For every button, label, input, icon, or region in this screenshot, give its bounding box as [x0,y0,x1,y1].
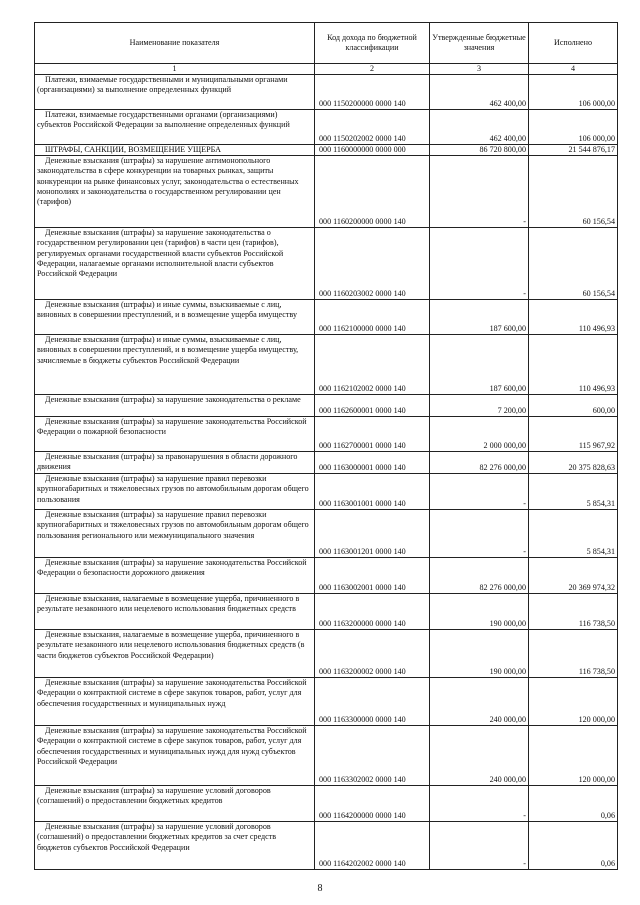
table-row [35,558,618,594]
row-approved-cell: - [430,156,529,228]
row-code-cell: 000 1163300000 0000 140 [315,678,430,726]
table-row [35,300,618,335]
row-name-cell: Денежные взыскания (штрафы) и иные суммы, взыскиваемые с лиц, виновных в совершении преступлений, и в возмещение ущерба имуществу, зачисляемые в бюджеты субъектов Российской Федерации [35,335,315,395]
table-row [35,228,618,300]
row-name-cell: Денежные взыскания (штрафы) за правонарушения в области дорожного движения [35,452,315,474]
column-number: 4 [529,64,618,75]
row-code-cell: 000 1163001001 0000 140 [315,474,430,510]
row-name-cell: Денежные взыскания (штрафы) за нарушение антимонопольного законодательства в сфере конкуренции на товарных рынках, защиты конкуренции на рынке финансовых услуг, законодательства о естественных монополиях и законодательства о государственном регулировании цен (тарифов) [35,156,315,228]
row-executed-cell: 120 000,00 [529,726,618,786]
row-code-cell: 000 1163200000 0000 140 [315,594,430,630]
column-number: 1 [35,64,315,75]
table-row [35,417,618,452]
row-name-cell: Платежи, взимаемые государственными и муниципальными органами (организациями) за выполнение определенных функций [35,75,315,110]
table-row [35,510,618,558]
row-executed-cell: 0,06 [529,822,618,870]
row-code-cell: 000 1162102002 0000 140 [315,335,430,395]
header-name: Наименование показателя [35,23,315,64]
row-executed-cell: 60 156,54 [529,228,618,300]
row-name-cell: Денежные взыскания (штрафы) за нарушение законодательства Российской Федерации о контрактной системе в сфере закупок товаров, работ, услуг для обеспечения государственных и муниципальных нужд для нужд субъектов Российской Федерации [35,726,315,786]
row-name-cell: Денежные взыскания (штрафы) за нарушение правил перевозки крупногабаритных и тяжеловесных грузов по автомобильным дорогам общего пользования [35,474,315,510]
row-executed-cell: 60 156,54 [529,156,618,228]
table-row [35,474,618,510]
budget-income-table [34,22,618,870]
row-approved-cell: 190 000,00 [430,630,529,678]
row-code-cell: 000 1163302002 0000 140 [315,726,430,786]
row-name-cell: Денежные взыскания (штрафы) за нарушение условий договоров (соглашений) о предоставлении бюджетных кредитов за счет средств бюджетов субъектов Российской Федерации [35,822,315,870]
row-name-cell: Денежные взыскания (штрафы) за нарушение законодательства Российской Федерации о контрактной системе в сфере закупок товаров, работ, услуг для обеспечения государственных и муниципальных нужд [35,678,315,726]
row-approved-cell: - [430,228,529,300]
row-executed-cell: 110 496,93 [529,335,618,395]
row-code-cell: 000 1160200000 0000 140 [315,156,430,228]
row-code-cell: 000 1162100000 0000 140 [315,300,430,335]
row-name-cell: ШТРАФЫ, САНКЦИИ, ВОЗМЕЩЕНИЕ УЩЕРБА [35,145,315,156]
table-row [35,678,618,726]
row-name-cell: Денежные взыскания (штрафы) за нарушение правил перевозки крупногабаритных и тяжеловесных грузов по автомобильным дорогам общего пользования регионального или межмуниципального значения [35,510,315,558]
row-code-cell: 000 1162600001 0000 140 [315,395,430,417]
row-executed-cell: 110 496,93 [529,300,618,335]
table-row [35,726,618,786]
row-approved-cell: - [430,822,529,870]
row-name-cell: Денежные взыскания (штрафы) за нарушение законодательства о государственном регулировании цен (тарифов) в части цен (тарифов), регулируемых органами государственной власти субъектов Российской Федерации, налагаемые органами исполнительной власти субъектов Российской Федерации [35,228,315,300]
table-row [35,156,618,228]
row-approved-cell: 2 000 000,00 [430,417,529,452]
row-approved-cell: 187 600,00 [430,300,529,335]
row-executed-cell: 120 000,00 [529,678,618,726]
table-row [35,110,618,145]
row-executed-cell: 5 854,31 [529,510,618,558]
row-approved-cell: 7 200,00 [430,395,529,417]
table-row [35,452,618,474]
table-row [35,786,618,822]
header-approved: Утвержденные бюджетные значения [430,23,529,64]
row-approved-cell: 240 000,00 [430,678,529,726]
row-code-cell: 000 1163000001 0000 140 [315,452,430,474]
row-executed-cell: 20 375 828,63 [529,452,618,474]
header-executed: Исполнено [529,23,618,64]
column-number: 2 [315,64,430,75]
row-code-cell: 000 1160000000 0000 000 [315,145,430,156]
row-approved-cell: 82 276 000,00 [430,558,529,594]
row-code-cell: 000 1150202002 0000 140 [315,110,430,145]
table-body [35,75,618,870]
table-row [35,335,618,395]
header-code: Код дохода по бюджетной классификации [315,23,430,64]
row-name-cell: Денежные взыскания, налагаемые в возмещение ущерба, причиненного в результате незаконного или нецелевого использования бюджетных средств [35,594,315,630]
page-number: 8 [317,883,323,894]
row-executed-cell: 21 544 876,17 [529,145,618,156]
row-approved-cell: 190 000,00 [430,594,529,630]
row-executed-cell: 0,06 [529,786,618,822]
row-name-cell: Денежные взыскания (штрафы) за нарушение условий договоров (соглашений) о предоставлении бюджетных кредитов [35,786,315,822]
row-approved-cell: 187 600,00 [430,335,529,395]
row-approved-cell: 462 400,00 [430,110,529,145]
header-row [35,23,618,64]
row-executed-cell: 115 967,92 [529,417,618,452]
table-row [35,395,618,417]
row-name-cell: Денежные взыскания (штрафы) за нарушение законодательства Российской Федерации о безопасности дорожного движения [35,558,315,594]
row-executed-cell: 20 369 974,32 [529,558,618,594]
row-executed-cell: 5 854,31 [529,474,618,510]
table-row [35,822,618,870]
row-approved-cell: 462 400,00 [430,75,529,110]
column-number-row [35,64,618,75]
row-code-cell: 000 1163002001 0000 140 [315,558,430,594]
row-approved-cell: 82 276 000,00 [430,452,529,474]
row-approved-cell: - [430,786,529,822]
row-approved-cell: 240 000,00 [430,726,529,786]
row-executed-cell: 106 000,00 [529,110,618,145]
column-number: 3 [430,64,529,75]
row-code-cell: 000 1164202002 0000 140 [315,822,430,870]
row-approved-cell: 86 720 800,00 [430,145,529,156]
row-code-cell: 000 1160203002 0000 140 [315,228,430,300]
row-code-cell: 000 1163001201 0000 140 [315,510,430,558]
row-name-cell: Платежи, взимаемые государственными органами (организациями) субъектов Российской Федерации за выполнение определенных функций [35,110,315,145]
budget-table-section [34,22,617,870]
row-code-cell: 000 1164200000 0000 140 [315,786,430,822]
row-code-cell: 000 1163200002 0000 140 [315,630,430,678]
table-row [35,75,618,110]
table-row [35,145,618,156]
row-executed-cell: 116 738,50 [529,594,618,630]
row-name-cell: Денежные взыскания (штрафы) за нарушение законодательства о рекламе [35,395,315,417]
row-executed-cell: 600,00 [529,395,618,417]
row-name-cell: Денежные взыскания, налагаемые в возмещение ущерба, причиненного в результате незаконного или нецелевого использования бюджетных средств (в части бюджетов субъектов Российской Федерации) [35,630,315,678]
row-code-cell: 000 1150200000 0000 140 [315,75,430,110]
row-approved-cell: - [430,474,529,510]
row-approved-cell: - [430,510,529,558]
table-row [35,594,618,630]
row-executed-cell: 106 000,00 [529,75,618,110]
row-executed-cell: 116 738,50 [529,630,618,678]
row-code-cell: 000 1162700001 0000 140 [315,417,430,452]
row-name-cell: Денежные взыскания (штрафы) за нарушение законодательства Российской Федерации о пожарной безопасности [35,417,315,452]
table-row [35,630,618,678]
row-name-cell: Денежные взыскания (штрафы) и иные суммы, взыскиваемые с лиц, виновных в совершении преступлений, и в возмещение ущерба имуществу [35,300,315,335]
